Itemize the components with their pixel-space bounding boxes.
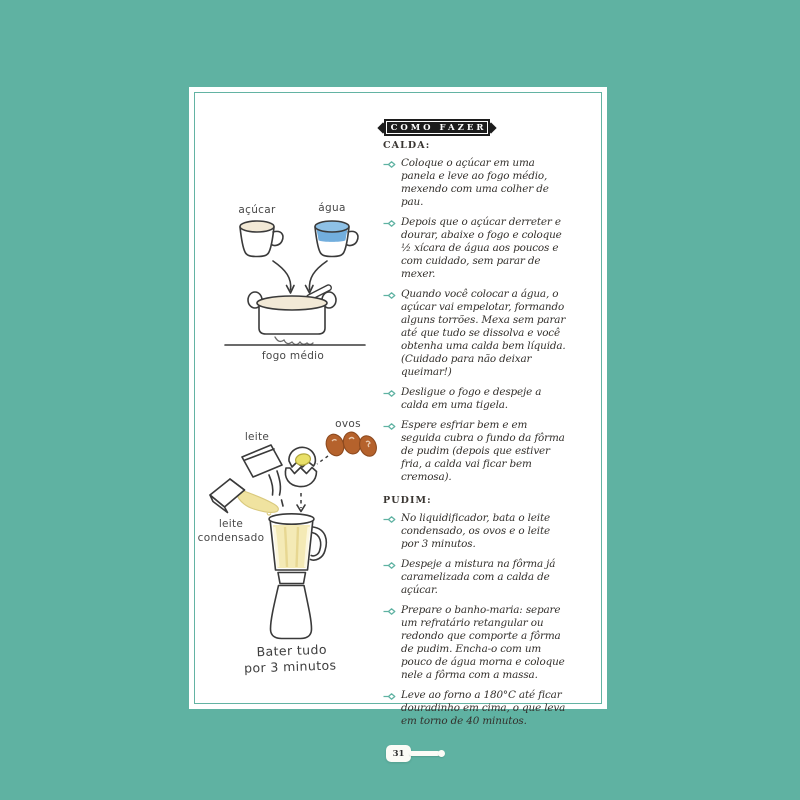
recipe-book-page — [189, 87, 607, 727]
caption-line2: por 3 minutos — [243, 657, 337, 676]
milk-label: leite — [244, 431, 270, 443]
recipe-step — [383, 689, 570, 728]
badge-label: COMO FAZER — [390, 122, 487, 133]
page-number-paddle-knob — [438, 750, 445, 757]
arrow-bullet-icon — [383, 561, 396, 570]
page-number-paddle-icon — [386, 745, 411, 762]
flame-icon — [275, 337, 313, 345]
pudim-illustration — [197, 415, 382, 685]
arrow-bullet-icon — [383, 422, 396, 431]
page-number: 31 — [392, 748, 405, 759]
condensed-milk-label-line1: leite — [218, 518, 244, 530]
eggs-label: ovos — [335, 418, 361, 430]
recipe-step — [383, 419, 570, 484]
arrow-bullet-icon — [383, 291, 396, 300]
step-text: Prepare o banho-maria: separe um refratário retangular ou redondo que comporte a fôrma de pudim. Encha-o com um pouco de água morna e coloque nele a fôrma com a massa. — [401, 604, 565, 681]
blender-icon — [269, 514, 326, 639]
step-text: Leve ao forno a 180°C até ficar douradinho em cima, o que leva em torno de 40 minutos. — [401, 689, 566, 727]
arrow-bullet-icon — [383, 389, 396, 398]
arrow-bullet-icon — [383, 219, 396, 228]
water-cup-icon — [315, 221, 358, 257]
step-text: No liquidificador, bata o leite condensado, os ovos e o leite por 3 minutos. — [401, 512, 551, 550]
cracked-egg-icon — [285, 447, 328, 511]
arrow-bullet-icon — [383, 607, 396, 616]
recipe-text-column — [383, 140, 570, 735]
recipe-step — [383, 558, 570, 597]
heat-label: fogo médio — [261, 350, 325, 362]
calda-illustration — [213, 200, 373, 365]
recipe-step — [383, 512, 570, 551]
section-heading-pudim: PUDIM: — [383, 495, 432, 506]
recipe-step — [383, 288, 570, 379]
page-number-paddle-handle — [409, 751, 440, 756]
blender-caption — [243, 641, 336, 675]
pour-arrows — [273, 261, 327, 293]
step-text: Despeje a mistura na fôrma já caramelizada com a calda de açúcar. — [401, 558, 556, 596]
step-text: Quando você colocar a água, o açúcar vai empelotar, formando alguns torrões. Mexa sem parar até que tudo se dissolva e você obtenha uma calda bem líquida. (Cuidado para não deixar queimar!) — [401, 288, 566, 378]
pan-icon — [225, 284, 365, 345]
sugar-cup-icon — [240, 221, 283, 257]
como-fazer-badge — [384, 119, 490, 136]
step-text: Desligue o fogo e despeje a calda em uma tigela. — [401, 386, 542, 411]
recipe-step — [383, 386, 570, 412]
recipe-step — [383, 157, 570, 209]
recipe-step — [383, 604, 570, 682]
section-heading-calda: CALDA: — [383, 140, 431, 151]
step-text: Espere esfriar bem e em seguida cubra o fundo da fôrma de pudim (depois que estiver fria, a calda vai ficar bem cremosa). — [401, 419, 565, 483]
step-text: Coloque o açúcar em uma panela e leve ao fogo médio, mexendo com uma colher de pau. — [401, 157, 549, 208]
arrow-bullet-icon — [383, 515, 396, 524]
sugar-label: açúcar — [238, 204, 276, 216]
arrow-bullet-icon — [383, 160, 396, 169]
condensed-milk-label-line2: condensado — [197, 532, 265, 544]
eggs-icon — [323, 430, 379, 458]
arrow-bullet-icon — [383, 692, 396, 701]
condensed-milk-can-icon — [210, 479, 278, 515]
water-label: água — [318, 202, 346, 214]
recipe-step — [383, 216, 570, 281]
step-text: Depois que o açúcar derreter e dourar, abaixe o fogo e coloque ½ xícara de água aos poucos e com cuidado, sem parar de mexer. — [401, 216, 562, 280]
caption-line1: Bater tudo — [256, 641, 328, 660]
